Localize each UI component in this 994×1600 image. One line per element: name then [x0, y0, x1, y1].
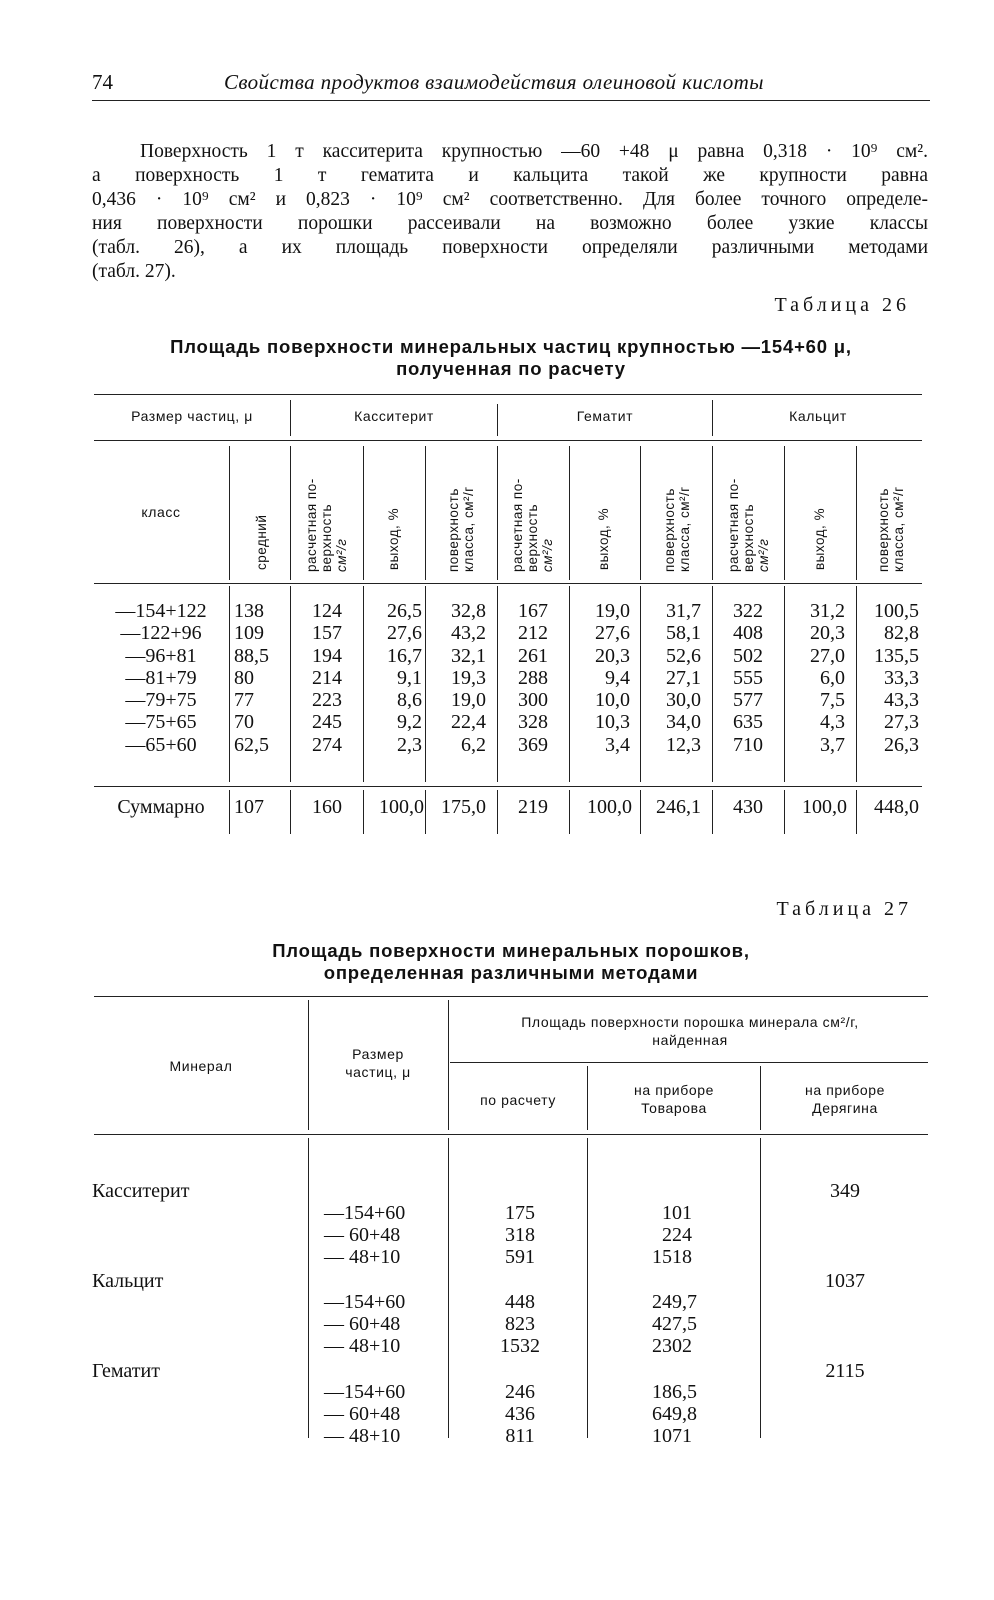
table27-title-line1: Площадь поверхности минеральных порошков,	[272, 940, 750, 961]
table-cell: 9,4	[605, 666, 630, 689]
table-cell: 502	[733, 644, 763, 667]
table-cell: 6,2	[461, 733, 486, 756]
table-cell: 9,1	[397, 666, 422, 689]
column-cas-yield	[364, 600, 422, 756]
header-by-calculation: по расчету	[480, 1092, 556, 1108]
tovarov-list: 186,5 649,8 1071	[652, 1380, 697, 1448]
size-list: —154+60 — 60+48 — 48+10	[324, 1201, 406, 1269]
calc-list: 246 436 811	[505, 1380, 535, 1448]
header-particle-size: Размер частиц, μ	[131, 408, 253, 424]
header-calcite: Кальцит	[789, 408, 847, 424]
column-cal-surface	[857, 600, 919, 756]
table27-title-line2: определенная различными методами	[323, 962, 699, 983]
column-cas-calc	[292, 600, 362, 756]
table-cell: —75+65	[125, 711, 197, 734]
col-cal-calc: расчетная по- верхность см²/г	[726, 478, 771, 572]
table-cell: 33,3	[884, 666, 919, 689]
mineral-name: Гематит	[92, 1360, 160, 1382]
col-mean: средний	[254, 514, 269, 570]
total-hem-calc: 219	[518, 796, 548, 818]
table-cell: 27,3	[884, 711, 919, 734]
table26-title-line2: полученная по расчету	[396, 358, 626, 379]
col-cas-yield: выход, %	[386, 507, 401, 570]
table-cell: 52,6	[666, 644, 701, 667]
table-cell: 408	[733, 622, 763, 645]
column-class	[96, 600, 226, 756]
col-cal-yield: выход, %	[812, 507, 827, 570]
total-cal-surface: 448,0	[874, 796, 919, 818]
table-cell: 27,1	[666, 666, 701, 689]
table-cell: 124	[312, 600, 342, 622]
table-cell: 32,1	[451, 644, 486, 667]
table-cell: 20,3	[810, 622, 845, 645]
header-area-line2: найденная	[652, 1032, 728, 1048]
table-cell: 80	[234, 666, 254, 689]
header-hematite: Гематит	[576, 408, 634, 424]
header-deryagin-line1: на приборе	[805, 1082, 885, 1098]
table-cell: 32,8	[451, 600, 486, 622]
table-cell: 3,4	[605, 733, 630, 756]
intro-line: (табл. 27).	[92, 261, 176, 282]
mineral-name: Кальцит	[92, 1270, 164, 1292]
table-cell: 109	[234, 622, 264, 645]
col-cal-surface: поверхность класса, см²/г	[876, 486, 906, 572]
table-cell: 135,5	[874, 644, 919, 667]
table-cell: 10,0	[595, 689, 630, 712]
table-cell: —96+81	[125, 644, 197, 667]
table-cell: 194	[312, 644, 342, 667]
col-hem-calc: расчетная по- верхность см²/г	[510, 478, 555, 572]
table26-title-line1: Площадь поверхности минеральных частиц крупностью —154+60 μ,	[170, 336, 852, 357]
table-cell: 58,1	[666, 622, 701, 645]
table-cell: 369	[518, 733, 548, 756]
table-cell: 31,2	[810, 600, 845, 622]
table-cell: 274	[312, 733, 342, 756]
total-cas-yield: 100,0	[379, 796, 424, 818]
intro-line: Поверхность 1 т касситерита крупностью —60 +48 μ равна 0,318 · 10⁹ см².	[140, 141, 928, 162]
header-area-line1: Площадь поверхности порошка минерала см²/г,	[521, 1014, 859, 1030]
table-cell: 16,7	[387, 644, 422, 667]
calc-list: 175 318 591	[505, 1201, 535, 1269]
table-cell: 167	[518, 600, 548, 622]
table-cell: 7,5	[820, 689, 845, 712]
table-cell: —79+75	[125, 689, 197, 712]
column-cal-yield	[785, 600, 845, 756]
intro-line: а поверхность 1 т гематита и кальцита такой же крупности равна	[92, 165, 928, 186]
total-hem-yield: 100,0	[587, 796, 632, 818]
tovarov-list: 249,7 427,5 2302	[652, 1290, 697, 1358]
table-cell: 6,0	[820, 666, 845, 689]
table-cell: 62,5	[234, 733, 269, 756]
table-cell: 10,3	[595, 711, 630, 734]
table-cell: 19,3	[451, 666, 486, 689]
table-cell: 8,6	[397, 689, 422, 712]
header-tovarov-line2: Товарова	[641, 1100, 707, 1116]
table-cell: —122+96	[120, 622, 202, 645]
total-cal-yield: 100,0	[802, 796, 847, 818]
header-cassiterite: Касситерит	[354, 408, 434, 424]
page-number: 74	[92, 70, 113, 94]
table-cell: 77	[234, 689, 254, 712]
table-cell: 245	[312, 711, 342, 734]
header-tovarov-line1: на приборе	[634, 1082, 714, 1098]
calc-list: 448 823 1532	[500, 1290, 540, 1358]
header-deryagin-line2: Дерягина	[812, 1100, 878, 1116]
table-cell: 30,0	[666, 689, 701, 712]
table-cell: 138	[234, 600, 264, 622]
table-cell: 328	[518, 711, 548, 734]
table-cell: —65+60	[125, 733, 197, 756]
table-cell: 27,0	[810, 644, 845, 667]
table-cell: —154+122	[115, 600, 207, 622]
table-cell: 261	[518, 644, 548, 667]
header-mineral: Минерал	[169, 1058, 233, 1074]
table-cell: 223	[312, 689, 342, 712]
running-head	[92, 64, 930, 101]
header-size-line1: Размер	[352, 1046, 404, 1062]
table-cell: —81+79	[125, 666, 197, 689]
col-cas-calc: расчетная по- верхность см²/г	[304, 478, 349, 572]
header-size-line2: частиц, μ	[345, 1064, 411, 1080]
table-cell: 288	[518, 666, 548, 689]
col-hem-surface: поверхность класса, см²/г	[662, 486, 692, 572]
column-hem-surface	[641, 600, 701, 756]
deryagin-value: 2115	[825, 1360, 865, 1382]
table-cell: 70	[234, 711, 254, 734]
table-cell: 710	[733, 733, 763, 756]
table-cell: 22,4	[451, 711, 486, 734]
table-cell: 19,0	[451, 689, 486, 712]
column-cal-calc	[713, 600, 783, 756]
table-cell: 322	[733, 600, 763, 622]
total-mean: 107	[234, 796, 264, 818]
table-cell: 27,6	[595, 622, 630, 645]
column-cas-surface	[426, 600, 486, 756]
tovarov-list: 101 224 1518	[652, 1201, 692, 1269]
table-cell: 2,3	[397, 733, 422, 756]
table-cell: 9,2	[397, 711, 422, 734]
deryagin-value: 1037	[825, 1270, 865, 1292]
table-cell: 34,0	[666, 711, 701, 734]
table-cell: 3,7	[820, 733, 845, 756]
total-cas-calc: 160	[312, 796, 342, 818]
intro-paragraph	[92, 140, 928, 284]
table-cell: 4,3	[820, 711, 845, 734]
table-cell: 88,5	[234, 644, 269, 667]
table-cell: 43,3	[884, 689, 919, 712]
running-title: Свойства продуктов взаимодействия олеиновой кислоты	[224, 70, 764, 94]
column-hem-calc	[498, 600, 568, 756]
total-cas-surface: 175,0	[441, 796, 486, 818]
deryagin-value: 349	[830, 1180, 860, 1202]
intro-line: (табл. 26), а их площадь поверхности определяли различными методами	[92, 237, 928, 258]
total-label: Суммарно	[117, 796, 205, 818]
table-cell: 20,3	[595, 644, 630, 667]
col-cas-surface: поверхность класса, см²/г	[446, 486, 476, 572]
mineral-name: Касситерит	[92, 1180, 190, 1202]
total-hem-surface: 246,1	[656, 796, 701, 818]
table-cell: 12,3	[666, 733, 701, 756]
table-cell: 27,6	[387, 622, 422, 645]
column-mean	[234, 600, 288, 756]
table-cell: 31,7	[666, 600, 701, 622]
col-class: класс	[141, 504, 181, 520]
column-hem-yield	[570, 600, 630, 756]
col-hem-yield: выход, %	[596, 507, 611, 570]
table-cell: 214	[312, 666, 342, 689]
intro-line: 0,436 · 10⁹ см² и 0,823 · 10⁹ см² соответственно. Для более точного определе-	[92, 189, 928, 210]
table-cell: 635	[733, 711, 763, 734]
table-cell: 300	[518, 689, 548, 712]
table-cell: 157	[312, 622, 342, 645]
table-cell: 26,3	[884, 733, 919, 756]
table-cell: 100,5	[874, 600, 919, 622]
table-cell: 19,0	[595, 600, 630, 622]
table-cell: 212	[518, 622, 548, 645]
table-cell: 43,2	[451, 622, 486, 645]
table-cell: 26,5	[387, 600, 422, 622]
size-list: —154+60 — 60+48 — 48+10	[324, 1290, 406, 1358]
intro-line: ния поверхности порошки рассеивали на возможно более узкие классы	[92, 213, 928, 234]
table27-label: Таблица 27	[776, 898, 912, 920]
total-cal-calc: 430	[733, 796, 763, 818]
table-cell: 577	[733, 689, 763, 712]
table-cell: 82,8	[884, 622, 919, 645]
size-list: —154+60 — 60+48 — 48+10	[324, 1380, 406, 1448]
table-cell: 555	[733, 666, 763, 689]
table26-label: Таблица 26	[774, 294, 910, 316]
